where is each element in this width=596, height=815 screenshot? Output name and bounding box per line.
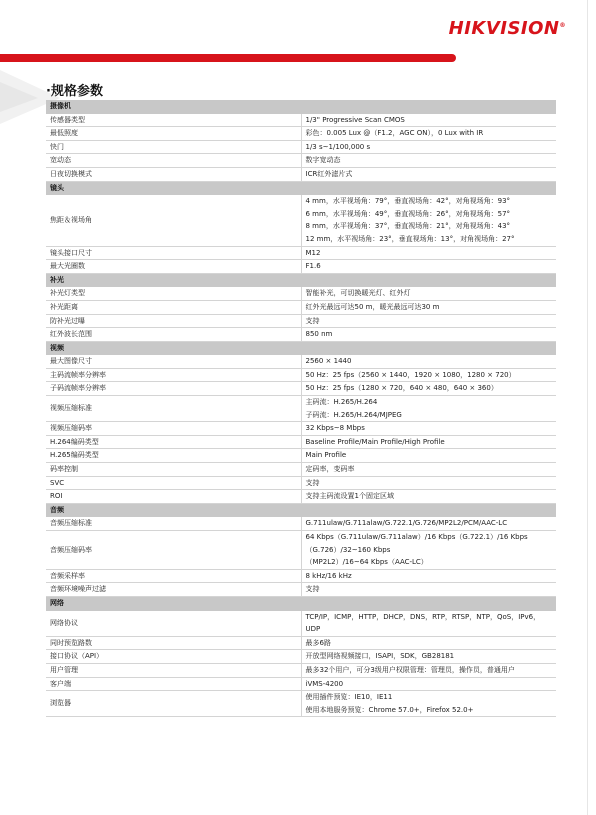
spec-value (301, 650, 556, 664)
spec-row (46, 287, 556, 301)
spec-key: 视频压缩码率 (46, 422, 301, 436)
spec-row (46, 435, 556, 449)
spec-value (301, 476, 556, 490)
category-heading: 摄像机 (46, 100, 556, 113)
spec-value-line: 子码流：H.265/H.264/MJPEG (305, 410, 402, 419)
spec-value (301, 287, 556, 301)
category-heading: 补光 (46, 273, 556, 287)
spec-value (301, 569, 556, 583)
spec-row (46, 127, 556, 141)
spec-value-line: 2560 × 1440 (305, 357, 352, 366)
spec-table-body (46, 100, 556, 717)
category-row (46, 503, 556, 517)
spec-value-line: 50 Hz：25 fps（1280 × 720，640 × 480，640 × 360） (305, 384, 498, 393)
category-row (46, 100, 556, 113)
spec-value-line: 支持 (305, 585, 320, 594)
spec-key: 音频压缩码率 (46, 531, 301, 570)
spec-value-line: 彩色：0.005 Lux @（F1.2，AGC ON），0 Lux with IR (305, 129, 484, 138)
spec-value-line: 4 mm，水平视场角：79°，垂直视场角：42°，对角视场角：93° (305, 197, 511, 206)
spec-row (46, 677, 556, 691)
spec-row (46, 691, 556, 717)
spec-value-line: 1/3 s~1/100,000 s (305, 142, 371, 151)
spec-row (46, 610, 556, 636)
spec-value (301, 531, 556, 570)
spec-value-line: 6 mm，水平视场角：49°，垂直视场角：26°，对角视场角：57° (305, 209, 511, 218)
spec-row (46, 663, 556, 677)
spec-key: 快门 (46, 140, 301, 154)
spec-row (46, 583, 556, 597)
spec-row (46, 140, 556, 154)
spec-value-line: M12 (305, 248, 321, 257)
brand-logo-text: HIKVISION (448, 18, 560, 39)
spec-value-line: 主码流：H.265/H.264 (305, 398, 378, 407)
spec-value (301, 328, 556, 342)
spec-value-line: TCP/IP，ICMP，HTTP，DHCP，DNS，RTP，RTSP，NTP，QoS，IPv6，UDP (305, 612, 541, 634)
spec-key: 同时预览路数 (46, 636, 301, 650)
spec-row (46, 246, 556, 260)
spec-key: 客户端 (46, 677, 301, 691)
category-row (46, 181, 556, 195)
spec-row (46, 113, 556, 127)
spec-key: 补光距离 (46, 300, 301, 314)
spec-value (301, 355, 556, 369)
spec-value-line: 使用本地服务预览：Chrome 57.0+，Firefox 52.0+ (305, 705, 474, 714)
spec-value (301, 583, 556, 597)
spec-value-line: 最多32个用户，可分3级用户权限管理：管理员，操作员，普通用户 (305, 665, 515, 674)
spec-value (301, 663, 556, 677)
spec-key: 码率控制 (46, 463, 301, 477)
spec-key: 视频压缩标准 (46, 396, 301, 422)
spec-value-line: 50 Hz：25 fps（2560 × 1440，1920 × 1080，1280 × 720） (305, 370, 516, 379)
spec-value-line: 支持 (305, 316, 320, 325)
spec-row (46, 636, 556, 650)
spec-value (301, 463, 556, 477)
spec-key: 传感器类型 (46, 113, 301, 127)
page-edge-line (587, 0, 588, 815)
spec-value-line: 数字宽动态 (305, 156, 341, 165)
spec-key: H.265编码类型 (46, 449, 301, 463)
spec-row (46, 154, 556, 168)
spec-value (301, 140, 556, 154)
spec-key: 音频压缩标准 (46, 517, 301, 531)
spec-key: 主码流帧率分辨率 (46, 368, 301, 382)
spec-value (301, 300, 556, 314)
spec-key: 接口协议（API） (46, 650, 301, 664)
spec-row (46, 300, 556, 314)
spec-value-line: 64 Kbps（G.711ulaw/G.711alaw）/16 Kbps（G.722.1）/16 Kbps（G.726）/32~160 Kbps (305, 533, 528, 554)
spec-value (301, 691, 556, 717)
spec-row (46, 531, 556, 570)
spec-value-line: 32 Kbps~8 Mbps (305, 424, 365, 433)
spec-value (301, 490, 556, 504)
spec-key: 最大光圈数 (46, 260, 301, 274)
spec-value-line: F1.6 (305, 262, 321, 271)
spec-value-line: 8 kHz/16 kHz (305, 571, 352, 580)
spec-value (301, 636, 556, 650)
spec-row (46, 195, 556, 246)
spec-row (46, 422, 556, 436)
spec-row (46, 463, 556, 477)
header-accent-bar (0, 54, 456, 62)
spec-key: 红外波长范围 (46, 328, 301, 342)
spec-row (46, 650, 556, 664)
spec-key: 浏览器 (46, 691, 301, 717)
spec-value (301, 260, 556, 274)
spec-value (301, 154, 556, 168)
spec-value (301, 396, 556, 422)
spec-value-line: 最多6路 (305, 638, 331, 647)
spec-value (301, 368, 556, 382)
spec-value-line: iVMS-4200 (305, 679, 344, 688)
spec-row (46, 490, 556, 504)
category-heading: 网络 (46, 596, 556, 610)
spec-row (46, 396, 556, 422)
spec-value-line: 使用插件预览：IE10，IE11 (305, 693, 393, 702)
spec-value-line: （MP2L2）/16~64 Kbps（AAC-LC） (305, 558, 428, 567)
spec-value (301, 246, 556, 260)
section-title: ·规格参数 (46, 84, 103, 99)
brand-logo (449, 18, 566, 39)
spec-value-line: 12 mm，水平视场角：23°，垂直视场角：13°，对角视场角：27° (305, 234, 515, 243)
spec-row (46, 314, 556, 328)
spec-value (301, 677, 556, 691)
spec-value-line: Baseline Profile/Main Profile/High Profile (305, 437, 445, 446)
spec-key: ROI (46, 490, 301, 504)
category-row (46, 341, 556, 355)
spec-key: 音频采样率 (46, 569, 301, 583)
spec-row (46, 449, 556, 463)
spec-row (46, 167, 556, 181)
spec-value-line: Main Profile (305, 451, 347, 460)
spec-value (301, 382, 556, 396)
spec-value-line: G.711ulaw/G.711alaw/G.722.1/G.726/MP2L2/PCM/AAC-LC (305, 519, 508, 528)
spec-key: 补光灯类型 (46, 287, 301, 301)
category-heading: 音频 (46, 503, 556, 517)
spec-row (46, 260, 556, 274)
spec-value (301, 422, 556, 436)
spec-value-line: 红外光最远可达50 m，暖光最远可达30 m (305, 302, 440, 311)
spec-value-line: 1/3" Progressive Scan CMOS (305, 115, 405, 124)
spec-value (301, 610, 556, 636)
spec-row (46, 368, 556, 382)
spec-key: 镜头接口尺寸 (46, 246, 301, 260)
spec-row (46, 355, 556, 369)
spec-key: 宽动态 (46, 154, 301, 168)
spec-key: H.264编码类型 (46, 435, 301, 449)
spec-key: 防补光过曝 (46, 314, 301, 328)
spec-key: 日夜切换模式 (46, 167, 301, 181)
spec-value-line: 8 mm，水平视场角：37°，垂直视场角：21°，对角视场角：43° (305, 222, 511, 231)
category-heading: 视频 (46, 341, 556, 355)
spec-key: 音频环境噪声过滤 (46, 583, 301, 597)
spec-value-line: 支持 (305, 478, 320, 487)
spec-key: 用户管理 (46, 663, 301, 677)
spec-row (46, 382, 556, 396)
category-heading: 镜头 (46, 181, 556, 195)
spec-key: 最大图像尺寸 (46, 355, 301, 369)
spec-row (46, 328, 556, 342)
spec-row (46, 517, 556, 531)
spec-value (301, 195, 556, 246)
spec-value (301, 435, 556, 449)
category-row (46, 273, 556, 287)
spec-row (46, 569, 556, 583)
spec-value (301, 113, 556, 127)
spec-key: 最低照度 (46, 127, 301, 141)
spec-key: SVC (46, 476, 301, 490)
spec-value-line: 开放型网络视频接口，ISAPI，SDK，GB28181 (305, 652, 455, 661)
spec-table (46, 100, 556, 717)
spec-value-line: 支持主码流设置1个固定区域 (305, 492, 394, 501)
spec-row (46, 476, 556, 490)
spec-value (301, 314, 556, 328)
spec-key: 网络协议 (46, 610, 301, 636)
spec-value (301, 449, 556, 463)
spec-value-line: 定码率，变码率 (305, 465, 355, 474)
spec-value (301, 517, 556, 531)
spec-key: 子码流帧率分辨率 (46, 382, 301, 396)
spec-value-line: ICR红外滤片式 (305, 169, 353, 178)
category-row (46, 596, 556, 610)
spec-value-line: 智能补光，可切换暖光灯、红外灯 (305, 289, 411, 298)
spec-value-line: 850 nm (305, 330, 333, 339)
registered-mark: ® (559, 22, 566, 29)
spec-key: 焦距＆视场角 (46, 195, 301, 246)
spec-value (301, 127, 556, 141)
spec-value (301, 167, 556, 181)
